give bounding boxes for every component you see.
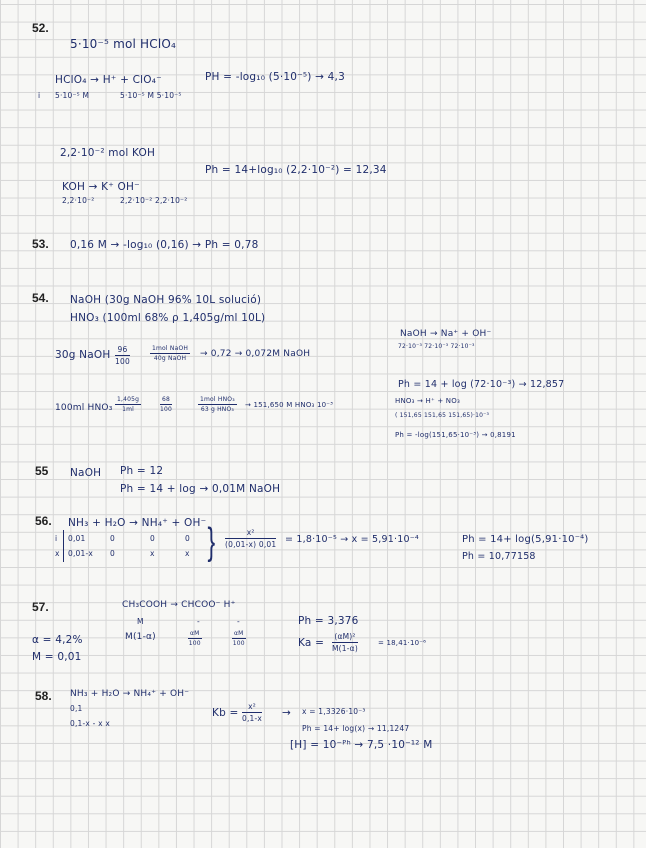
fraction-denominator: 1ml xyxy=(122,406,135,413)
fraction-numerator: x² xyxy=(225,528,276,539)
naoh-label-55: NaOH xyxy=(70,467,102,479)
fraction-molar-mass-naoh xyxy=(150,345,190,362)
ice-table-divider xyxy=(63,530,64,562)
given-koh: 2,2·10⁻² mol KOH xyxy=(60,147,156,159)
fraction-denominator: 0,1-x xyxy=(242,714,263,723)
ice-equilibrium-cell: 0,01-x xyxy=(68,549,94,558)
ph-result-56: Ph = 10,77158 xyxy=(462,551,536,562)
fraction-numerator: 68 xyxy=(160,396,172,405)
fraction-numerator: 96 xyxy=(115,345,130,356)
fraction-molar-mass-hno3 xyxy=(198,396,237,413)
row-label-i: i xyxy=(55,534,58,543)
calc-naoh-result: → 0,72 → 0,072M NaOH xyxy=(200,349,311,359)
ice-initial-cell: 0,01 xyxy=(68,534,86,543)
dissociation-naoh: NaOH → Na⁺ + OH⁻ xyxy=(400,329,492,339)
ice-equilibrium-cell: 0 xyxy=(110,549,115,558)
problem-number-56: 56. xyxy=(35,514,52,528)
dissociation-naoh-values: 72·10⁻³ 72·10⁻³ 72·10⁻³ xyxy=(398,343,475,350)
row-label-x: x xyxy=(55,549,60,558)
arrow: → xyxy=(282,707,291,719)
given-naoh-54: NaOH (30g NaOH 96% 10L solució) xyxy=(70,294,262,306)
fraction-numerator: αM xyxy=(190,630,200,637)
fraction-numerator: 1mol HNO₃ xyxy=(200,396,235,403)
fraction-denominator: 100 xyxy=(188,640,201,647)
fraction-numerator: 1,405g xyxy=(117,396,140,403)
row-initial-hclo4: 5·10⁻⁵ M xyxy=(55,91,90,100)
fraction-denominator: 100 xyxy=(232,640,245,647)
fraction-numerator: (αM)² xyxy=(332,632,358,643)
ice-equilibrium-cell: x xyxy=(150,549,155,558)
fraction-density xyxy=(115,396,141,413)
calc-hno3-result: → 151,650 M HNO₃ 10⁻³ xyxy=(245,401,334,409)
calc-naoh-start: 30g NaOH xyxy=(55,349,111,361)
reaction-acetic-57: CH₃COOH → CHCOO⁻ H⁺ xyxy=(122,600,236,610)
x-value-58: x = 1,3326·10⁻³ xyxy=(302,707,366,716)
row-label-i: i xyxy=(38,91,41,100)
ka-label: Ka = xyxy=(298,637,325,649)
calc-hno3-start: 100ml HNO₃ xyxy=(55,403,113,413)
row1-cell: - xyxy=(237,617,240,626)
fraction-ka xyxy=(332,632,358,653)
equation-x-56: = 1,8·10⁻⁵ → x = 5,91·10⁻⁴ xyxy=(285,534,419,545)
ice-initial-cell: 0 xyxy=(185,534,190,543)
fraction-alpha-m xyxy=(188,630,202,647)
fraction-numerator: αM xyxy=(234,630,244,637)
fraction-purity-hno3 xyxy=(160,396,172,413)
problem-number-55: 55 xyxy=(35,464,49,478)
ice-initial-cell: 0 xyxy=(150,534,155,543)
reaction-hclo4: HClO₄ → H⁺ + ClO₄⁻ xyxy=(55,74,162,86)
fraction-numerator: x² xyxy=(242,702,262,713)
dissociation-hno3-values: ( 151,65 151,65 151,65)·10⁻³ xyxy=(395,412,490,419)
reaction-nh3-56: NH₃ + H₂O → NH₄⁺ + OH⁻ xyxy=(68,517,207,529)
dissociation-hno3: HNO₃ → H⁺ + NO₃ xyxy=(395,397,460,405)
ph-koh: Ph = 14+log₁₀ (2,2·10⁻²) = 12,34 xyxy=(205,164,387,176)
fraction-denominator: M(1-α) xyxy=(332,644,358,653)
row-products-koh: 2,2·10⁻² 2,2·10⁻² xyxy=(120,196,188,205)
row2-undissociated: M(1-α) xyxy=(125,632,156,642)
fraction-denominator: 40g NaOH xyxy=(153,355,187,362)
ph-calc-55: Ph = 14 + log → 0,01M NaOH xyxy=(120,483,281,495)
ph-expression-56: Ph = 14+ log(5,91·10⁻⁴) xyxy=(462,534,589,545)
row-initial-koh: 2,2·10⁻² xyxy=(62,196,95,205)
ka-result: = 18,41·10⁻⁶ xyxy=(378,639,427,647)
problem-number-53: 53. xyxy=(32,237,49,251)
ice-equilibrium-cell: x xyxy=(185,549,190,558)
brace: } xyxy=(207,521,216,563)
row1-cell: - xyxy=(197,617,200,626)
fraction-denominator: 100 xyxy=(160,406,173,413)
reaction-koh: KOH → K⁺ OH⁻ xyxy=(62,181,140,193)
row-products-hclo4: 5·10⁻⁵ M 5·10⁻⁵ xyxy=(120,91,182,100)
fraction-denominator: 100 xyxy=(115,357,130,366)
reaction-nh3-58: NH₃ + H₂O → NH₄⁺ + OH⁻ xyxy=(70,689,190,699)
fraction-alpha-m xyxy=(232,630,246,647)
fraction-numerator: 1mol NaOH xyxy=(152,345,189,352)
problem-number-58: 58. xyxy=(35,689,52,703)
ice-initial-cell: 0 xyxy=(110,534,115,543)
fraction-kb-56 xyxy=(225,528,276,549)
ph-value-57: Ph = 3,376 xyxy=(298,615,359,627)
problem-number-57: 57. xyxy=(32,600,49,614)
fraction-kb-58 xyxy=(242,702,262,723)
ph-given-55: Ph = 12 xyxy=(120,465,164,477)
fraction-denominator: 63 g HNO₃ xyxy=(200,406,235,413)
fraction-purity-naoh xyxy=(115,345,130,366)
ph-value-58: Ph = 14+ log(x) → 11,1247 xyxy=(302,724,410,733)
problem-number-52: 52. xyxy=(32,21,49,35)
given-hno3-54: HNO₃ (100ml 68% ρ 1,405g/ml 10L) xyxy=(70,312,266,324)
ph-naoh-54: Ph = 14 + log (72·10⁻³) → 12,857 xyxy=(398,379,565,390)
alpha-value: α = 4,2% xyxy=(32,634,83,646)
h-concentration-58: [H] = 10⁻ᴾʰ → 7,5 ·10⁻¹² M xyxy=(290,739,433,751)
ph-calculation-53: 0,16 M → -log₁₀ (0,16) → Ph = 0,78 xyxy=(70,239,259,251)
molarity-value: M = 0,01 xyxy=(32,651,82,663)
kb-label: Kb = xyxy=(212,707,239,719)
given-hclo4: 5·10⁻⁵ mol HClO₄ xyxy=(70,37,177,51)
ph-hclo4: PH = -log₁₀ (5·10⁻⁵) → 4,3 xyxy=(205,71,345,83)
fraction-denominator: (0,01-x) 0,01 xyxy=(225,540,277,549)
row-equilibrium-58: 0,1-x - x x xyxy=(70,719,111,728)
problem-number-54: 54. xyxy=(32,291,49,305)
row1-cell: M xyxy=(137,617,144,626)
ph-hno3-54: Ph = -log(151,65·10⁻³) → 0,8191 xyxy=(395,431,516,439)
row-initial-58: 0,1 xyxy=(70,704,83,713)
